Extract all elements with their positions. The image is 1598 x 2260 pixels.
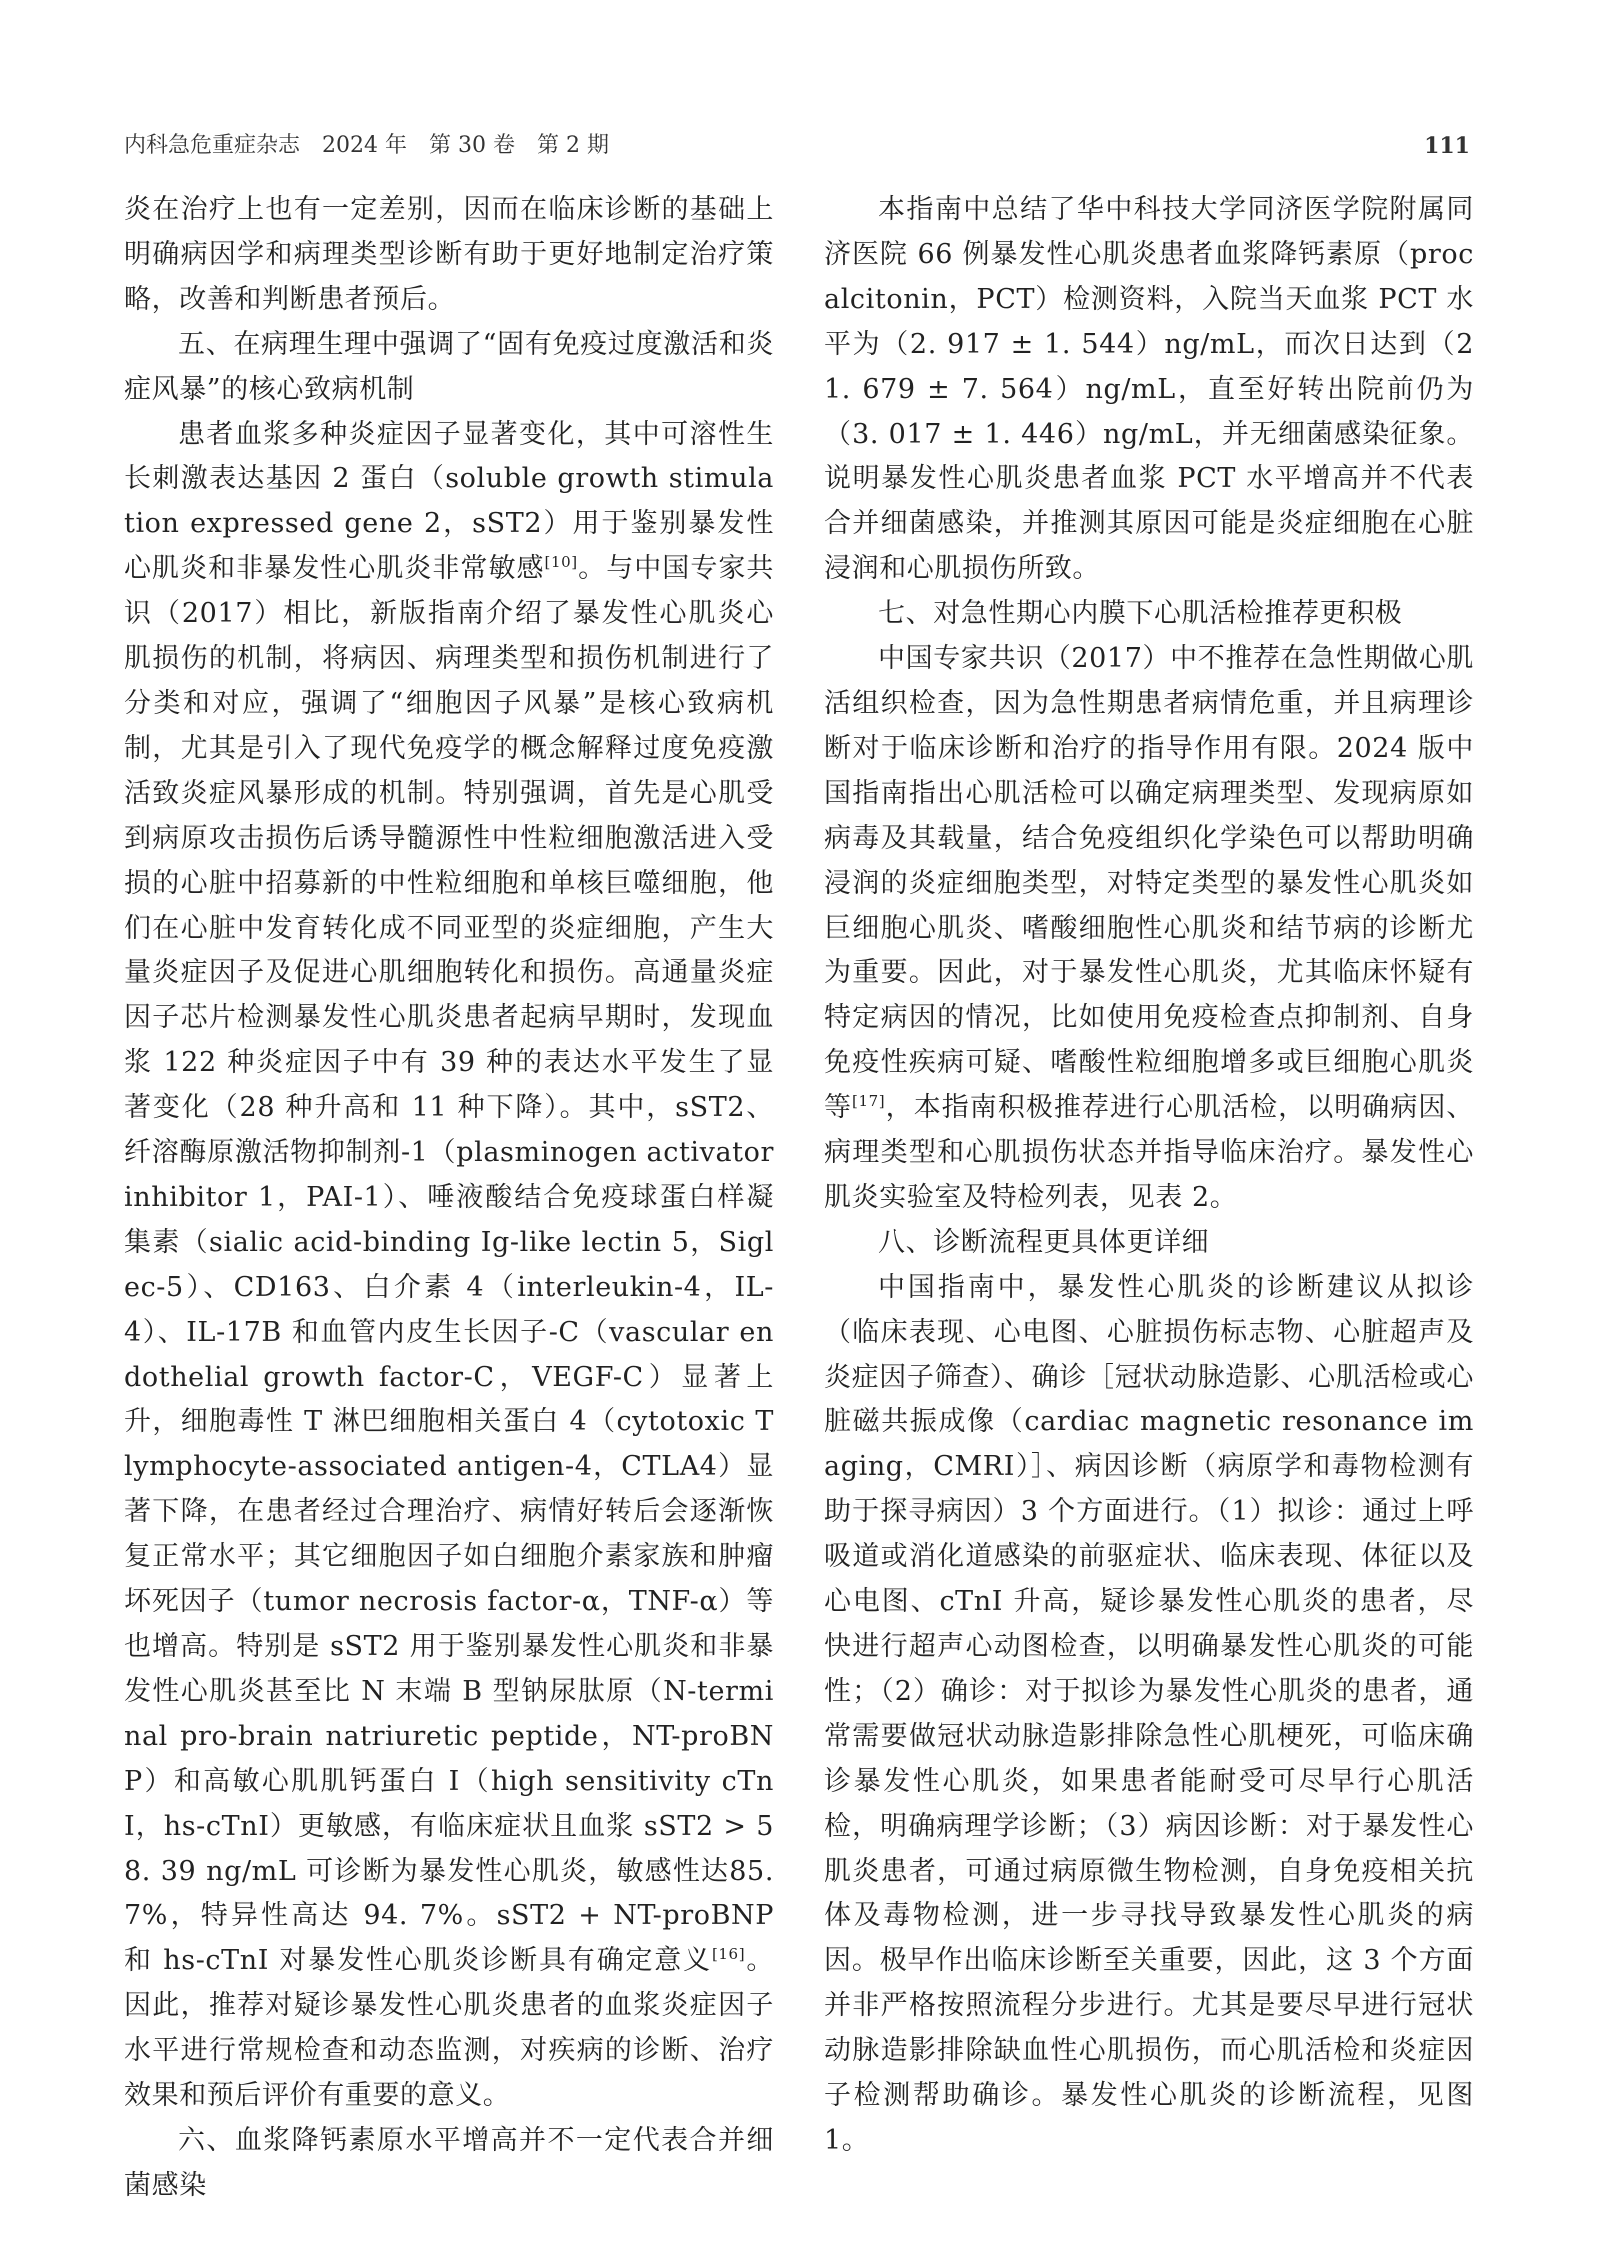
- citation-ref-17[interactable]: [17]: [852, 1092, 886, 1111]
- text-run: 患者血浆多种炎症因子显著变化，其中可溶性生长刺激表达基因 2 蛋白（soluble growth stimulation expressed gene 2，sST2）用于鉴别暴发性心肌炎和非暴发性心肌炎非常敏感: [124, 418, 774, 585]
- running-header: [124, 128, 1474, 164]
- left-column: [124, 188, 775, 2201]
- text-run: 中国专家共识（2017）中不推荐在急性期做心肌活组织检查，因为急性期患者病情危重，并且病理诊断对于临床诊断和治疗的指导作用有限。2024 版中国指南指出心肌活检可以确定病理类型、发现病原如病毒及其载量，结合免疫组织化学染色可以帮助明确浸润的炎症细胞类型，对特定类型的暴发性心肌炎如巨细胞心肌炎、嗜酸细胞性心肌炎和结节病的诊断尤为重要。因此，对于暴发性心肌炎，尤其临床怀疑有特定病因的情况，比如使用免疫检查点抑制剂、自身免疫性疾病可疑、嗜酸性粒细胞增多或巨细胞心肌炎等: [824, 643, 1474, 1124]
- paragraph-continuation: 炎在治疗上也有一定差别，因而在临床诊断的基础上明确病因学和病理类型诊断有助于更好地制定治疗策略，改善和判断患者预后。: [124, 194, 774, 315]
- page-number: 111: [1424, 133, 1470, 159]
- text-run: 。因此，推荐对疑诊暴发性心肌炎患者的血浆炎症因子水平进行常规检查和动态监测，对疾病的诊断、治疗效果和预后评价有重要的意义。: [124, 1945, 774, 2112]
- section-heading-5: 五、在病理生理中强调了“固有免疫过度激活和炎症风暴”的核心致病机制: [124, 328, 774, 405]
- right-column: [824, 188, 1474, 2156]
- text-run: ，本指南积极推荐进行心肌活检，以明确病因、病理类型和心肌损伤状态并指导临床治疗。暴发性心肌炎实验室及特检列表，见表 2。: [824, 1092, 1474, 1213]
- journal-citation: 内科急危重症杂志 2024 年 第 30 卷 第 2 期: [124, 133, 609, 158]
- section-heading-7: 七、对急性期心内膜下心肌活检推荐更积极: [878, 598, 1403, 630]
- section-heading-8: 八、诊断流程更具体更详细: [878, 1226, 1210, 1258]
- paragraph-inflammatory-factors: [124, 413, 774, 2119]
- section-heading-6: 六、血浆降钙素原水平增高并不一定代表合并细菌感染: [124, 2124, 774, 2201]
- paragraph-biopsy: [824, 637, 1474, 1221]
- citation-ref-10[interactable]: [10]: [544, 553, 578, 572]
- citation-ref-16[interactable]: [16]: [711, 1945, 746, 1964]
- text-run: 。与中国专家共识（2017）相比，新版指南介绍了暴发性心肌炎心肌损伤的机制，将病因、病理类型和损伤机制进行了分类和对应，强调了“细胞因子风暴”是核心致病机制，尤其是引入了现代免疫学的概念解释过度免疫激活致炎症风暴形成的机制。特别强调，首先是心肌受到病原攻击损伤后诱导髓源性中性粒细胞激活进入受损的心脏中招募新的中性粒细胞和单核巨噬细胞，他们在心脏中发育转化成不同亚型的炎症细胞，产生大量炎症因子及促进心肌细胞转化和损伤。高通量炎症因子芯片检测暴发性心肌炎患者起病早期时，发现血浆 122 种炎症因子中有 39 种的表达水平发生了显著变化（28 种升高和 11 种下降）。其中，sST2、纤溶酶原激活物抑制剂-1（plasminogen activator inhibitor 1，PAI-1）、唾液酸结合免疫球蛋白样凝集素（sialic acid-binding Ig-like lectin 5，Siglec-5）、CD163、白介素 4（interleukin-4，IL-4）、IL-17B 和血管内皮生长因子-C（vascular endothelial growth factor-C，VEGF-C）显著上升，细胞毒性 T 淋巴细胞相关蛋白 4（cytotoxic T lymphocyte-associated antigen-4，CTLA4）显著下降，在患者经过合理治疗、病情好转后会逐渐恢复正常水平；其它细胞因子如白细胞介素家族和肿瘤坏死因子（tumor necrosis factor-α，TNF-α）等也增高。特别是 sST2 用于鉴别暴发性心肌炎和非暴发性心肌炎甚至比 N 末端 B 型钠尿肽原（N-terminal pro-brain natriuretic peptide，NT-proBNP）和高敏心肌肌钙蛋白 I（high sensitivity cTnI，hs-cTnI）更敏感，有临床症状且血浆 sST2 > 58. 39 ng/mL 可诊断为暴发性心肌炎，敏感性达85. 7%，特异性高达 94. 7%。sST2 + NT-proBNP 和 hs-cTnI 对暴发性心肌炎诊断具有确定意义: [124, 553, 775, 1977]
- paragraph-pct: 本指南中总结了华中科技大学同济医学院附属同济医院 66 例暴发性心肌炎患者血浆降钙素原（procalcitonin，PCT）检测资料，入院当天血浆 PCT 水平为（2. 917 ± 1. 544）ng/mL，而次日达到（21. 679 ± 7. 564）ng/mL，直至好转出院前仍为（3. 017 ± 1. 446）ng/mL，并无细菌感染征象。说明暴发性心肌炎患者血浆 PCT 水平增高并不代表合并细菌感染，并推测其原因可能是炎症细胞在心脏浸润和心肌损伤所致。: [824, 194, 1474, 585]
- paragraph-diagnosis-flow: 中国指南中，暴发性心肌炎的诊断建议从拟诊（临床表现、心电图、心脏损伤标志物、心脏超声及炎症因子筛查）、确诊［冠状动脉造影、心肌活检或心脏磁共振成像（cardiac magnetic resonance imaging，CMRI）］、病因诊断（病原学和毒物检测有助于探寻病因）3 个方面进行。（1）拟诊：通过上呼吸道或消化道感染的前驱症状、临床表现、体征以及心电图、cTnI 升高，疑诊暴发性心肌炎的患者，尽快进行超声心动图检查，以明确暴发性心肌炎的可能性；（2）确诊：对于拟诊为暴发性心肌炎的患者，通常需要做冠状动脉造影排除急性心肌梗死，可临床确诊暴发性心肌炎，如果患者能耐受可尽早行心肌活检，明确病理学诊断；（3）病因诊断：对于暴发性心肌炎患者，可通过病原微生物检测，自身免疫相关抗体及毒物检测，进一步寻找导致暴发性心肌炎的病因。极早作出临床诊断至关重要，因此，这 3 个方面并非严格按照流程分步进行。尤其是要尽早进行冠状动脉造影排除缺血性心肌损伤，而心肌活检和炎症因子检测帮助确诊。暴发性心肌炎的诊断流程，见图 1。: [824, 1271, 1474, 2156]
